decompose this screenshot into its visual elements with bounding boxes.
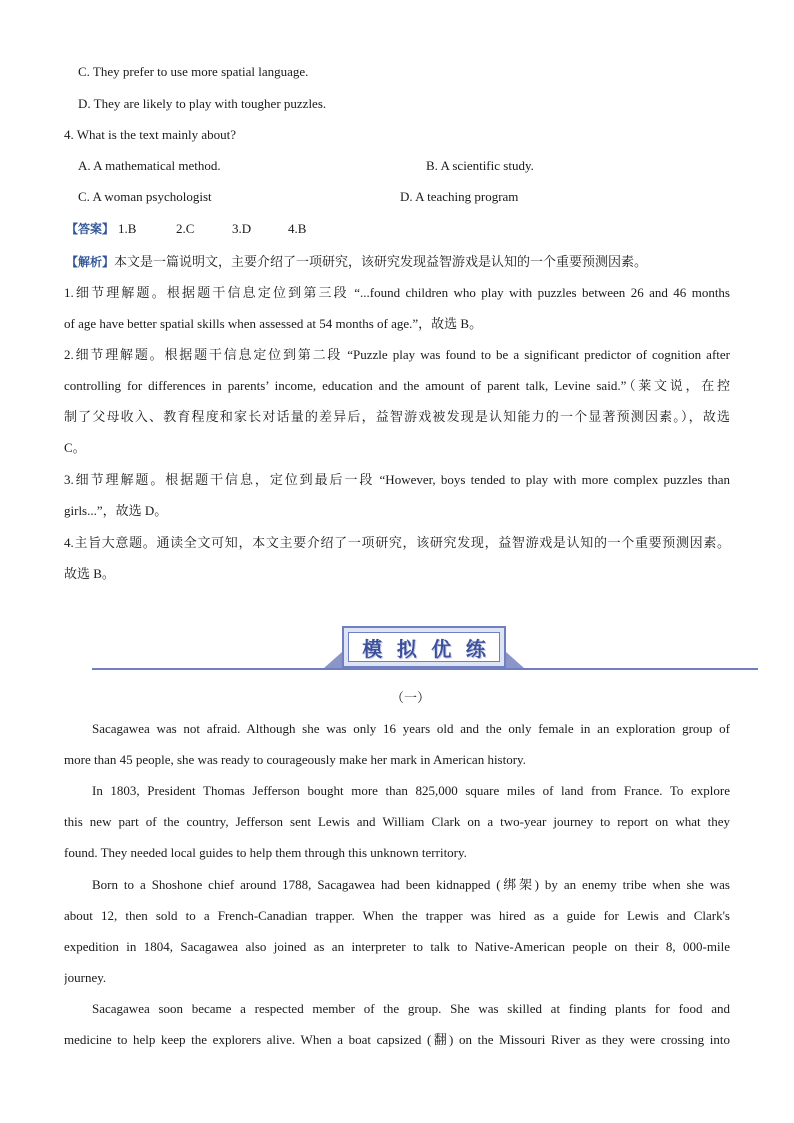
analysis-p4-line1: 4.主旨大意题。通读全文可知，本文主要介绍了一项研究，该研究发现，益智游戏是认知的一个重要预测因素。	[64, 535, 730, 550]
section-banner	[92, 626, 758, 670]
banner-left-ribbon	[324, 652, 342, 668]
passage-p2-line3: found. They needed local guides to help them through this unknown territory.	[64, 845, 467, 860]
passage-p4-line1: Sacagawea soon became a respected member of the group. She was skilled at finding plants for food and	[92, 1001, 730, 1016]
analysis-p2-line4: C。	[64, 440, 86, 455]
banner-box	[342, 626, 506, 668]
analysis-p2-line2: controlling for differences in parents’ income, education and the amount of parent talk, Levine said.”（莱文说，在控	[64, 378, 730, 393]
answer-3: 3.D	[232, 221, 252, 236]
banner-rule	[92, 668, 758, 670]
banner-title	[348, 632, 500, 662]
option-3d: D. They are likely to play with tougher puzzles.	[78, 96, 327, 111]
answer-1: 1.B	[118, 221, 137, 236]
passage-p1-line2: more than 45 people, she was ready to courageously make her mark in American history.	[64, 752, 526, 767]
banner-char-1: 模	[362, 636, 383, 661]
banner-right-ribbon	[506, 652, 524, 668]
analysis-tag: 【解析】	[66, 255, 115, 269]
passage-p3-line1: Born to a Shoshone chief around 1788, Sacagawea had been kidnapped (绑架) by an enemy tribe when she was	[92, 877, 730, 892]
passage-p4-line2: medicine to help keep the explorers alive. When a boat capsized (翻) on the Missouri River as they were crossing into	[64, 1032, 730, 1047]
analysis-p3-line2: girls...”，故选 D。	[64, 503, 168, 518]
analysis-intro: 本文是一篇说明文，主要介绍了一项研究，该研究发现益智游戏是认知的一个重要预测因素。	[114, 254, 648, 269]
analysis-p2-line3: 制了父母收入、教育程度和家长对话量的差异后，益智游戏被发现是认知能力的一个显著预测因素。），故选	[64, 409, 730, 424]
option-4a: A. A mathematical method.	[78, 158, 221, 173]
analysis-p1-line2: of age have better spatial skills when assessed at 54 months of age.”，故选 B。	[64, 316, 483, 331]
answer-2: 2.C	[176, 221, 195, 236]
analysis-p1-line1: 1.细节理解题。根据题干信息定位到第三段 “...found children who play with puzzles between 26 and 46 months	[64, 285, 730, 300]
analysis-p3-line1: 3.细节理解题。根据题干信息，定位到最后一段 “However, boys tended to play with more complex puzzles than	[64, 472, 730, 487]
option-4c: C. A woman psychologist	[78, 189, 212, 204]
option-4d: D. A teaching program	[400, 189, 519, 204]
passage-p1-line1: Sacagawea was not afraid. Although she was only 16 years old and the only female in an exploration group of	[92, 721, 730, 736]
option-3c: C. They prefer to use more spatial language.	[78, 64, 309, 79]
banner-char-4: 练	[465, 636, 486, 661]
analysis-intro-line	[66, 254, 647, 270]
banner-char-2: 拟	[396, 636, 417, 661]
passage-p3-line4: journey.	[64, 970, 107, 985]
option-4b: B. A scientific study.	[426, 158, 534, 173]
passage-p2-line1: In 1803, President Thomas Jefferson bought more than 825,000 square miles of land from France. To explore	[92, 783, 730, 798]
answer-line	[66, 221, 307, 237]
analysis-p2-line1: 2.细节理解题。根据题干信息定位到第二段 “Puzzle play was found to be a significant predictor of cognition after	[64, 347, 730, 362]
passage-p3-line3: expedition in 1804, Sacagawea also joined as an interpreter to talk to Native-American people on their 8, 000-mile	[64, 939, 730, 954]
answer-tag: 【答案】	[66, 222, 115, 236]
analysis-p4-line2: 故选 B。	[64, 566, 115, 581]
answer-4: 4.B	[288, 221, 307, 236]
banner-char-3: 优	[431, 636, 452, 661]
question-4: 4. What is the text mainly about?	[64, 127, 236, 142]
passage-number: （一）	[391, 690, 431, 705]
passage-p2-line2: this new part of the country, Jefferson sent Lewis and William Clark on a two-year journey to report on what they	[64, 814, 730, 829]
passage-p3-line2: about 12, then sold to a French-Canadian trapper. When the trapper was hired as a guide for Lewis and Clark's	[64, 908, 730, 923]
